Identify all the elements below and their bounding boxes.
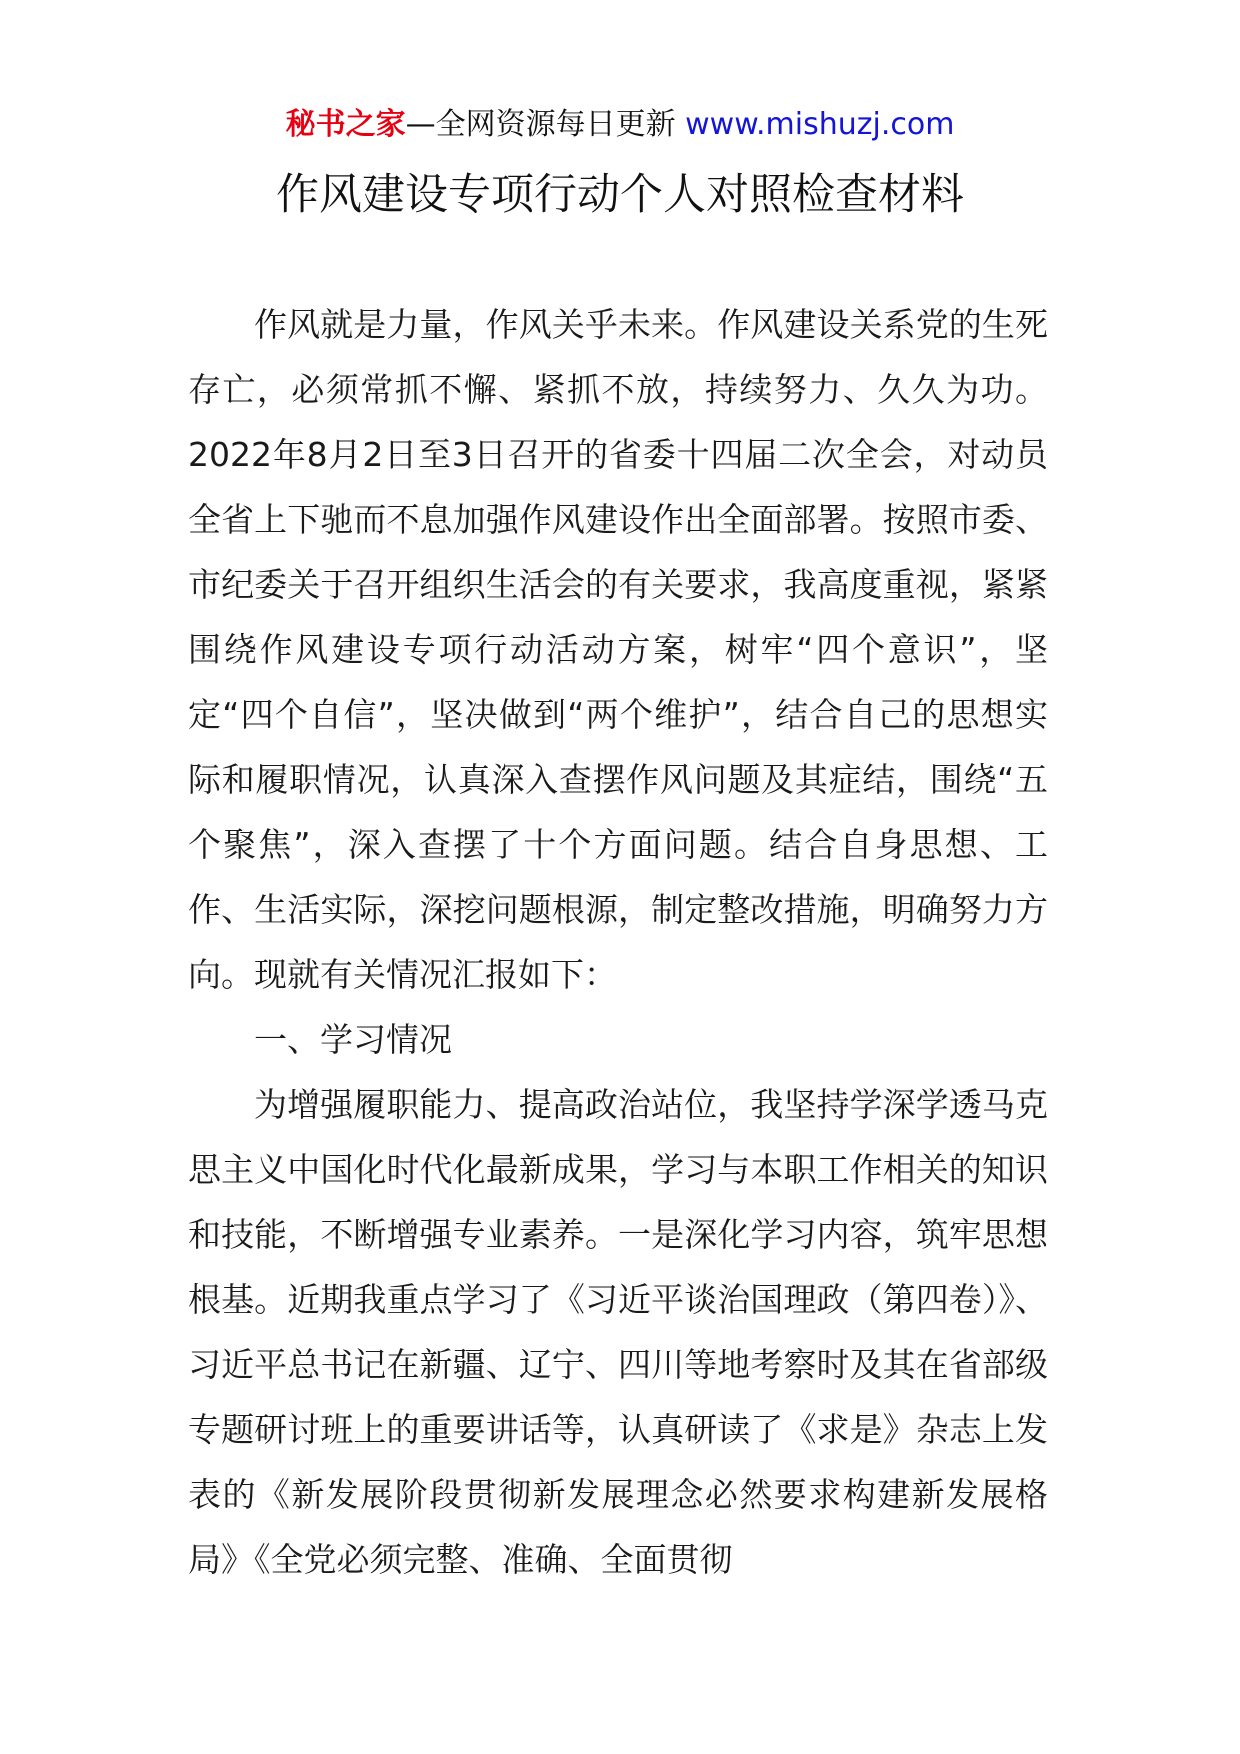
document-body: [188, 292, 1048, 1592]
intro-paragraph: 作风就是力量，作风关乎未来。作风建设关系党的生死存亡，必须常抓不懈、紧抓不放，持续努力、久久为功。2022年8月2日至3日召开的省委十四届二次全会，对动员全省上下驰而不息加强作风建设作出全面部署。按照市委、市纪委关于召开组织生活会的有关要求，我高度重视，紧紧围绕作风建设专项行动活动方案，树牢“四个意识”，坚定“四个自信”，坚决做到“两个维护”，结合自己的思想实际和履职情况，认真深入查摆作风问题及其症结，围绕“五个聚焦”，深入查摆了十个方面问题。结合自身思想、工作、生活实际，深挖问题根源，制定整改措施，明确努力方向。现就有关情况汇报如下：: [188, 305, 1048, 994]
header-slogan: —全网资源每日更新: [405, 107, 676, 142]
brand-name: 秘书之家: [285, 107, 406, 142]
section-heading: 一、学习情况: [254, 1020, 452, 1059]
study-paragraph: 为增强履职能力、提高政治站位，我坚持学深学透马克思主义中国化时代化最新成果，学习与本职工作相关的知识和技能，不断增强专业素养。一是深化学习内容，筑牢思想根基。近期我重点学习了《习近平谈治国理政（第四卷）》、习近平总书记在新疆、辽宁、四川等地考察时及其在省部级专题研讨班上的重要讲话等，认真研读了《求是》杂志上发表的《新发展阶段贯彻新发展理念必然要求构建新发展格局》《全党必须完整、准确、全面贯彻: [188, 1085, 1048, 1579]
document-title: 作风建设专项行动个人对照检查材料: [276, 170, 964, 220]
site-url-link[interactable]: www.mishuzj.com: [685, 107, 955, 142]
site-header: [0, 100, 1240, 150]
